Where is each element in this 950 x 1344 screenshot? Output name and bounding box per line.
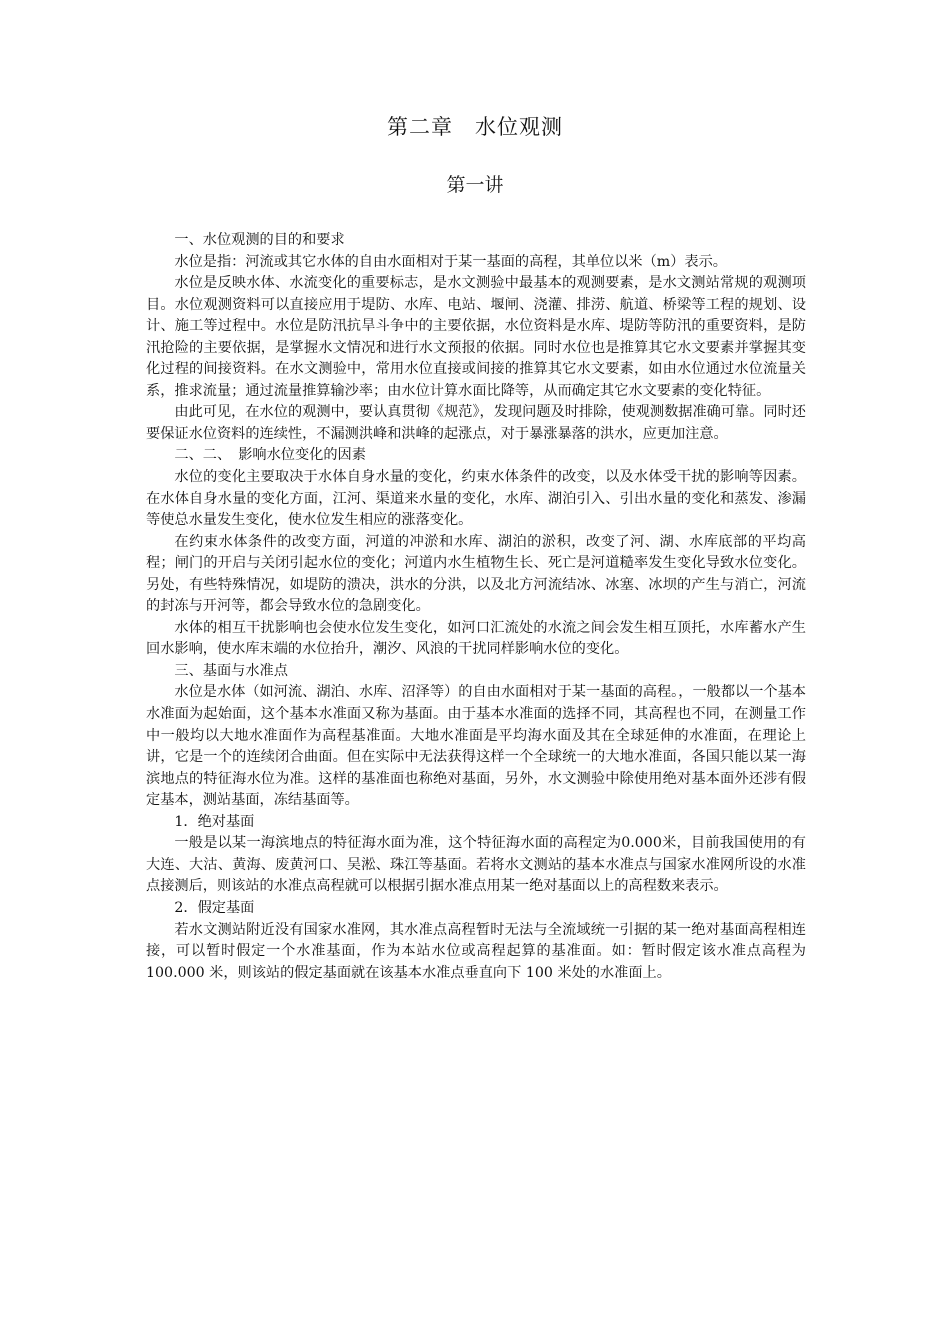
section-heading-3: 三、基面与水准点 [174,662,288,679]
chapter-title: 第二章 水位观测 [387,115,563,139]
body-paragraph: 水位是反映水体、水流变化的重要标志，是水文测验中最基本的观测要素，是水文测站常规的观测项目。水位观测资料可以直接应用于堤防、水库、电站、堰闸、浇灌、排涝、航道、桥梁等工程的规划、设计、施工等过程中。水位是防汛抗旱斗争中的主要依据，水位资料是水库、堤防等防汛的重要资料，是防汛抢险的主要依据，是掌握水文情况和进行水文预报的依据。同时水位也是推算其它水文要素并掌握其变化过程的间接资料。在水文测验中，常用水位直接或间接的推算其它水文要素，如由水位通过水位流量关系，推求流量；通过流量推算输沙率；由水位计算水面比降等，从而确定其它水文要素的变化特征。 [146,275,806,399]
body-paragraph: 水位的变化主要取决于水体自身水量的变化，约束水体条件的改变，以及水体受干扰的影响等因素。在水体自身水量的变化方面，江河、渠道来水量的变化，水库、湖泊引入、引出水量的变化和蒸发、渗漏等使总水量发生变化，使水位发生相应的涨落变化。 [146,469,806,529]
subsection-heading-assumed-datum: 2．假定基面 [174,899,255,916]
subsection-heading-absolute-datum: 1．绝对基面 [174,813,255,830]
section-heading-1: 一、水位观测的目的和要求 [174,232,345,248]
body-paragraph: 水位是水体（如河流、湖泊、水库、沼泽等）的自由水面相对于某一基面的高程。，一般都以一个基本水准面为起始面，这个基本水准面又称为基面。由于基本水准面的选择不同，其高程也不同，在测量工作中一般均以大地水准面作为高程基准面。大地水准面是平均海水面及其在全球延伸的水准面，在理论上讲，它是一个的连续闭合曲面。但在实际中无法获得这样一个全球统一的大地水准面，各国只能以某一海滨地点的特征海水位为准。这样的基准面也称绝对基面，另外，水文测验中除使用绝对基本面外还涉有假定基本，测站基面，冻结基面等。 [146,684,806,809]
lecture-title: 第一讲 [446,174,504,196]
body-paragraph: 水位是指：河流或其它水体的自由水面相对于某一基面的高程，其单位以米（m）表示。 [174,253,727,270]
body-paragraph: 由此可见，在水位的观测中，要认真贯彻《规范》，发现问题及时排除，使观测数据准确可靠。同时还要保证水位资料的连续性，不漏测洪峰和洪峰的起涨点，对于暴涨暴落的洪水，应更加注意。 [146,404,806,442]
body-paragraph: 在约束水体条件的改变方面，河道的冲淤和水库、湖泊的淤积，改变了河、湖、水库底部的平均高程；闸门的开启与关闭引起水位的变化；河道内水生植物生长、死亡是河道糙率发生变化导致水位变化。另处，有些特殊情况，如堤防的溃决，洪水的分洪，以及北方河流结冰、冰塞、冰坝的产生与消亡，河流的封冻与开河等，都会导致水位的急剧变化。 [146,533,806,615]
body-paragraph: 一般是以某一海滨地点的特征海水面为准，这个特征海水面的高程定为0.000米，目前我国使用的有大连、大沽、黄海、废黄河口、吴淞、珠江等基面。若将水文测站的基本水准点与国家水准网所设的水准点接测后，则该站的水准点高程就可以根据引据水准点用某一绝对基面以上的高程数来表示。 [146,835,806,895]
body-paragraph: 水体的相互干扰影响也会使水位发生变化，如河口汇流处的水流之间会发生相互顶托，水库蓄水产生回水影响，使水库末端的水位抬升，潮汐、风浪的干扰同样影响水位的变化。 [146,619,806,658]
body-paragraph: 若水文测站附近没有国家水准网，其水准点高程暂时无法与全流域统一引据的某一绝对基面高程相连接，可以暂时假定一个水准基面，作为本站水位或高程起算的基准面。如：暂时假定该水准点高程为 100.000 米，则该站的假定基面就在该基本水准点垂直向下 100 米处的水准面上。 [146,921,806,981]
document-body [146,230,806,984]
section-heading-2: 二、二、 影响水位变化的因素 [174,447,366,464]
